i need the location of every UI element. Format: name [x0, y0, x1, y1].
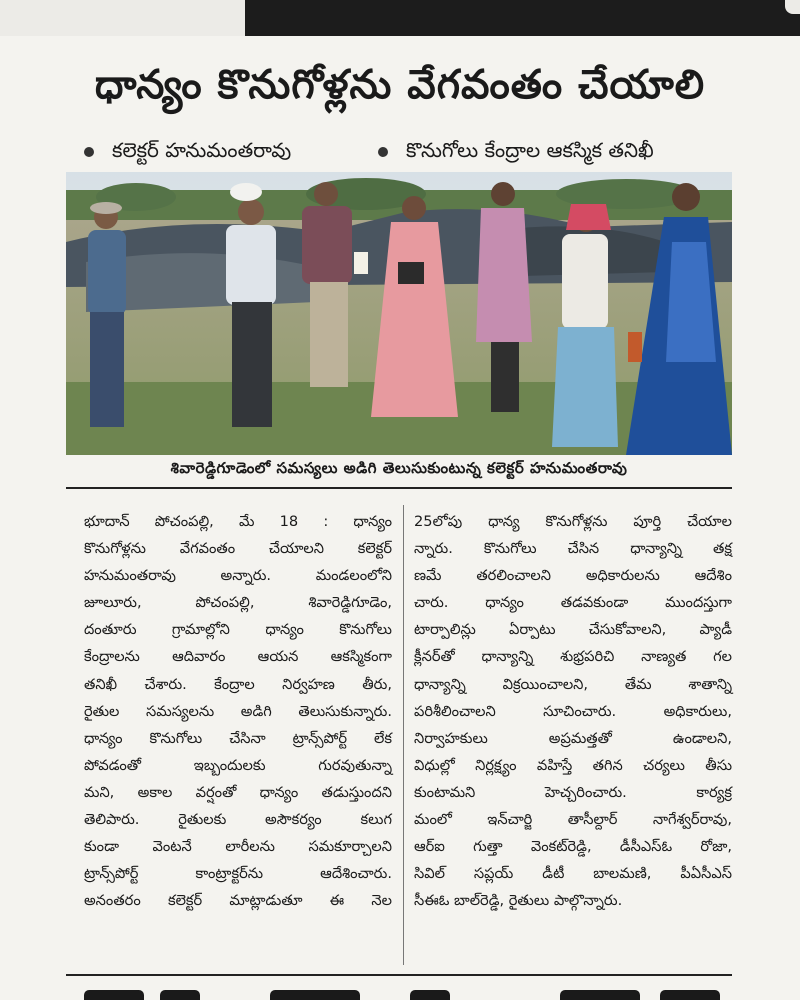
- body-line: జూలూరు, పోచంపల్లి, శివారెడ్డిగూడెం,: [84, 594, 392, 612]
- body-line: కేంద్రాలను ఆదివారం ఆయన ఆకస్మికంగా: [84, 648, 392, 666]
- subheadline-2: [378, 138, 654, 167]
- body-line: సివిల్ సప్లయ్ డీటీ బాలమణి, పీఏసీఎస్: [414, 865, 732, 883]
- body-line: తెలిపారు. రైతులకు అసౌకర్యం కలుగ: [84, 811, 392, 829]
- body-line: ధాన్యం కొనుగోలు చేసినా ట్రాన్స్‌పోర్ట్ లేక: [84, 729, 392, 747]
- previous-article-strip: [0, 0, 800, 36]
- column-divider: [403, 505, 404, 965]
- body-line: కొనుగోళ్లను వేగవంతం చేయాలని కలెక్టర్: [84, 540, 392, 558]
- body-line: టార్పాలిన్లు ఏర్పాటు చేసుకోవాలని, ప్యాడీ: [414, 621, 732, 639]
- next-article-glyph: [84, 990, 144, 1000]
- body-line: రైతుల సమస్యలను అడిగి తెలుసుకున్నారు.: [84, 702, 392, 720]
- photo-illustration: [66, 172, 732, 455]
- body-line: పోవడంతో ఇబ్బందులకు గురవుతున్నా: [84, 756, 392, 774]
- body-line: ట్రాన్స్‌పోర్ట్ కాంట్రాక్టర్‌ను ఆదేశించారు.: [84, 865, 392, 883]
- body-line: ఆర్ఐ గుత్తా వెంకట్‌రెడ్డి, డీసీఎస్ఓ రోజా,: [414, 838, 732, 856]
- body-line: తనిఖీ చేశారు. కేంద్రాల నిర్వహణ తీరు,: [84, 675, 392, 693]
- next-article-glyph: [410, 990, 450, 1000]
- body-line: కుంటామని హెచ్చరించారు. కార్యక్ర: [414, 783, 732, 801]
- body-line: భూదాన్ పోచంపల్లి, మే 18 : ధాన్యం: [84, 513, 392, 530]
- caption-divider: [66, 487, 732, 489]
- article-column-1: [84, 508, 392, 914]
- body-line: ధాన్యాన్ని విక్రయించాలని, తేమ శాతాన్ని: [414, 675, 732, 693]
- article-bottom-rule: [66, 974, 732, 976]
- body-line: మంలో ఇన్‌చార్జి తాసీల్దార్ నాగేశ్వర్‌రావు,: [414, 811, 732, 829]
- body-line: న్నారు. కొనుగోలు చేసిన ధాన్యాన్ని తక్ష: [414, 540, 732, 558]
- previous-article-banner-mark: [785, 0, 800, 14]
- next-article-glyph: [560, 990, 640, 1000]
- subheadline-1-text: కలెక్టర్ హనుమంతరావు: [112, 138, 292, 162]
- body-line: పరిశీలించాలని సూచించారు. అధికారులు,: [414, 702, 732, 720]
- body-line: విధుల్లో నిర్లక్ష్యం వహిస్తే తగిన చర్యలు తీసు: [414, 756, 732, 774]
- body-line: కుండా వెంటనే లారీలను సమకూర్చాలని: [84, 838, 392, 856]
- subheadline-2-text: కొనుగోలు కేంద్రాల ఆకస్మిక తనిఖీ: [406, 138, 654, 162]
- bullet-icon: [84, 147, 94, 157]
- body-line: నిర్వాహకులు అప్రమత్తతో ఉండాలని,: [414, 729, 732, 747]
- article-column-2: [414, 508, 732, 914]
- person-1: [88, 202, 126, 427]
- next-article-glyph: [160, 990, 200, 1000]
- body-line: హనుమంతరావు అన్నారు. మండలంలోని: [84, 567, 392, 585]
- article-photo: [66, 172, 732, 455]
- subheadline-1: [84, 138, 291, 167]
- body-line: అనంతరం కలెక్టర్ మాట్లాడుతూ ఈ నెల: [84, 892, 392, 910]
- body-line: మని, అకాల వర్షంతో ధాన్యం తడుస్తుందని: [84, 783, 392, 801]
- body-line: క్లీనర్‌తో ధాన్యాన్ని శుభ్రపరిచి నాణ్యత గల: [414, 648, 732, 666]
- article-headline: ధాన్యం కొనుగోళ్లను వేగవంతం చేయాలి: [94, 62, 706, 108]
- bullet-icon: [378, 147, 388, 157]
- photo-caption: శివారెడ్డిగూడెంలో సమస్యలు అడిగి తెలుసుకుంటున్న కలెక్టర్ హనుమంతరావు: [170, 459, 628, 477]
- body-line: 25లోపు ధాన్య కొనుగోళ్లను పూర్తి చేయాల: [414, 513, 732, 530]
- next-article-glyph: [270, 990, 360, 1000]
- body-line: సీఈఓ బాల్‌రెడ్డి, రైతులు పాల్గొన్నారు.: [414, 892, 623, 910]
- next-article-fragment: [0, 982, 800, 1000]
- body-line: ణమే తరలించాలని అధికారులను ఆదేశిం: [414, 567, 732, 585]
- body-line: చారు. ధాన్యం తడవకుండా ముందస్తుగా: [414, 594, 732, 612]
- next-article-glyph: [660, 990, 720, 1000]
- body-line: దంతూరు గ్రామాల్లోని ధాన్యం కొనుగోలు: [84, 621, 392, 639]
- previous-article-dark-banner: [245, 0, 800, 36]
